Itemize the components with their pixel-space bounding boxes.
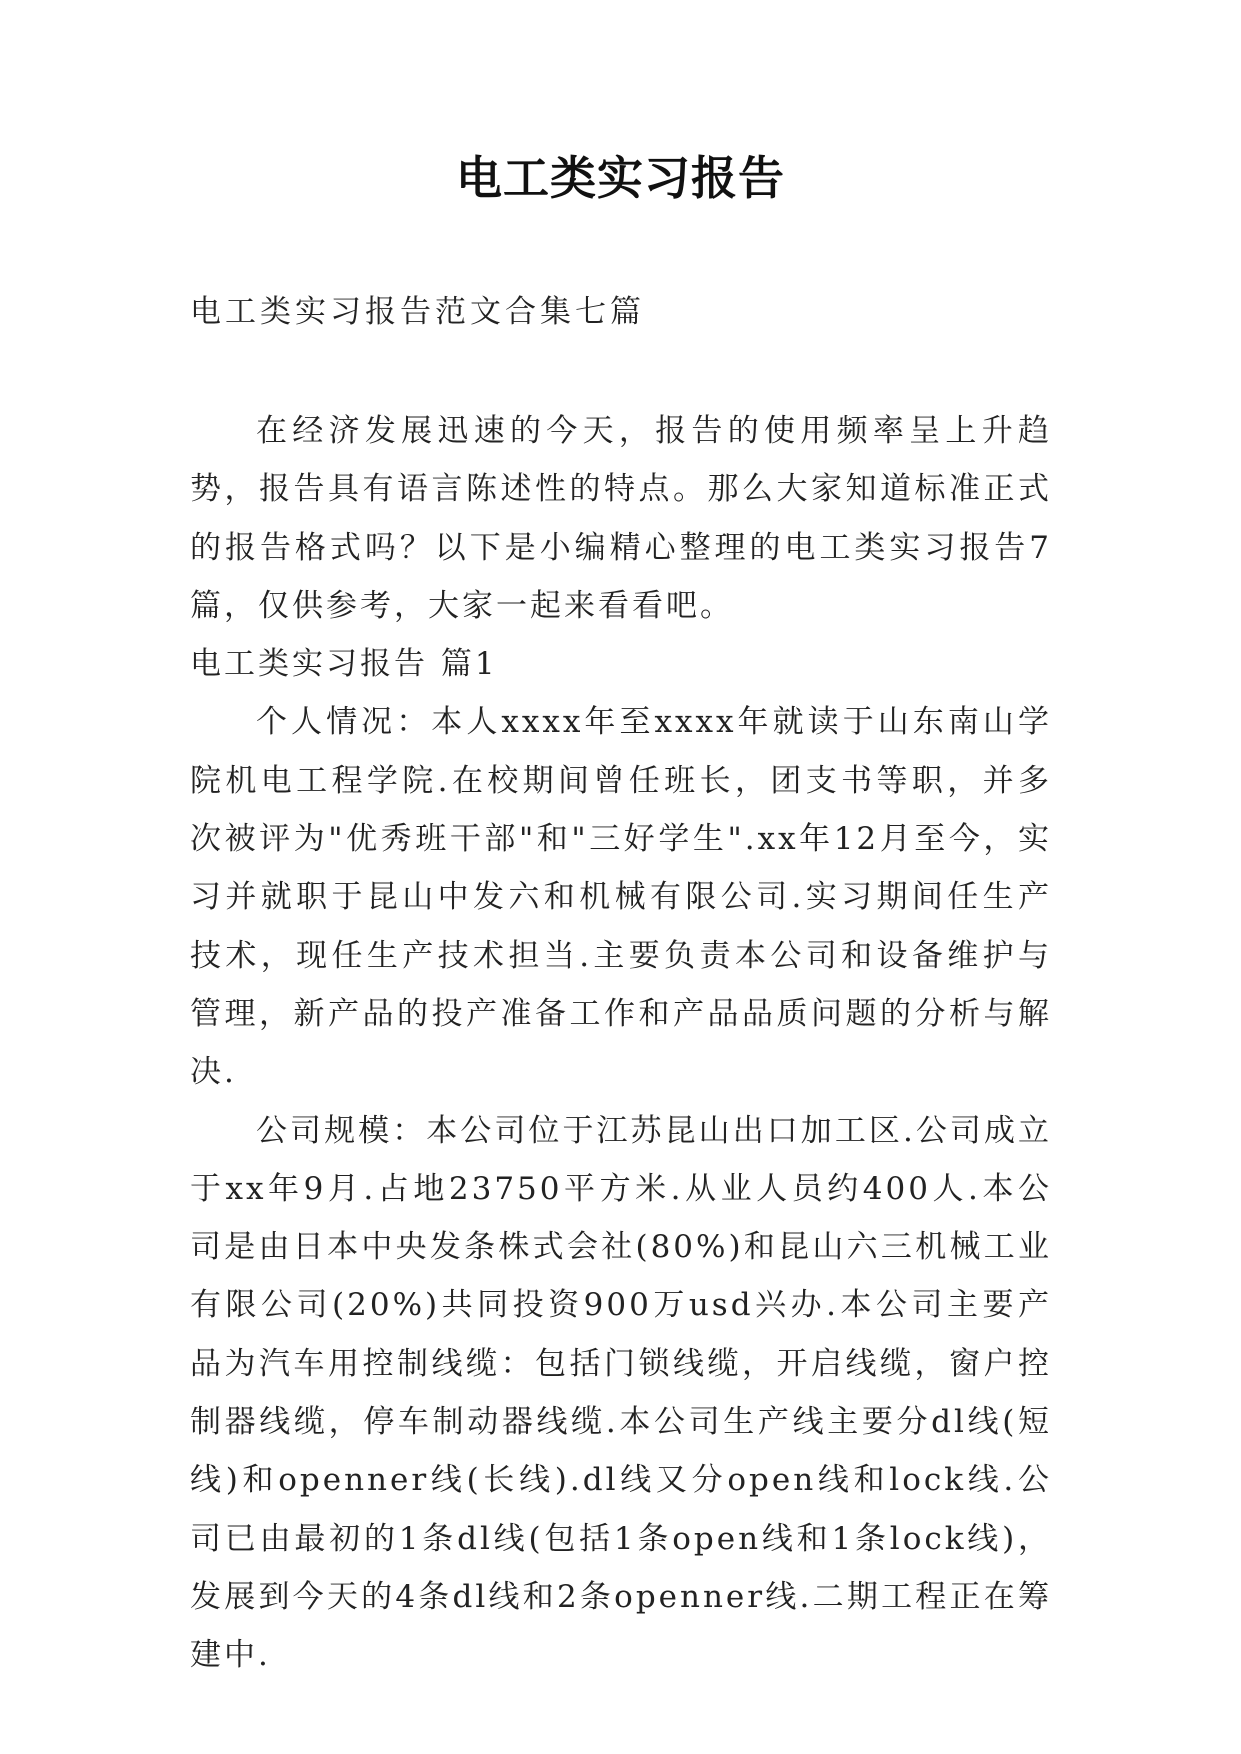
document-title: 电工类实习报告: [456, 151, 785, 205]
intro-paragraph: 在经济发展迅速的今天，报告的使用频率呈上升趋势，报告具有语言陈述性的特点。那么大家知道标准正式的报告格式吗？以下是小编精心整理的电工类实习报告7篇，仅供参考，大家一起来看看吧。: [190, 413, 1052, 624]
section-heading: 电工类实习报告 篇1: [190, 646, 498, 683]
document-body: [190, 402, 1052, 1685]
personal-info-paragraph: 个人情况：本人xxxx年至xxxx年就读于山东南山学院机电工程学院.在校期间曾任班长，团支书等职，并多次被评为"优秀班干部"和"三好学生".xx年12月至今，实习并就职于昆山中发六和机械有限公司.实习期间任生产技术，现任生产技术担当.主要负责本公司和设备维护与管理，新产品的投产准备工作和产品品质问题的分析与解决.: [190, 704, 1052, 1091]
company-scale-paragraph: 公司规模：本公司位于江苏昆山出口加工区.公司成立于xx年9月.占地23750平方米.从业人员约400人.本公司是由日本中央发条株式会社(80%)和昆山六三机械工业有限公司(20%)共同投资900万usd兴办.本公司主要产品为汽车用控制线缆：包括门锁线缆，开启线缆，窗户控制器线缆，停车制动器线缆.本公司生产线主要分dl线(短线)和openner线(长线).dl线又分open线和lock线.公司已由最初的1条dl线(包括1条open线和1条lock线)，发展到今天的4条dl线和2条openner线.二期工程正在筹建中.: [190, 1112, 1052, 1674]
document-subtitle: 电工类实习报告范文合集七篇: [190, 294, 645, 330]
